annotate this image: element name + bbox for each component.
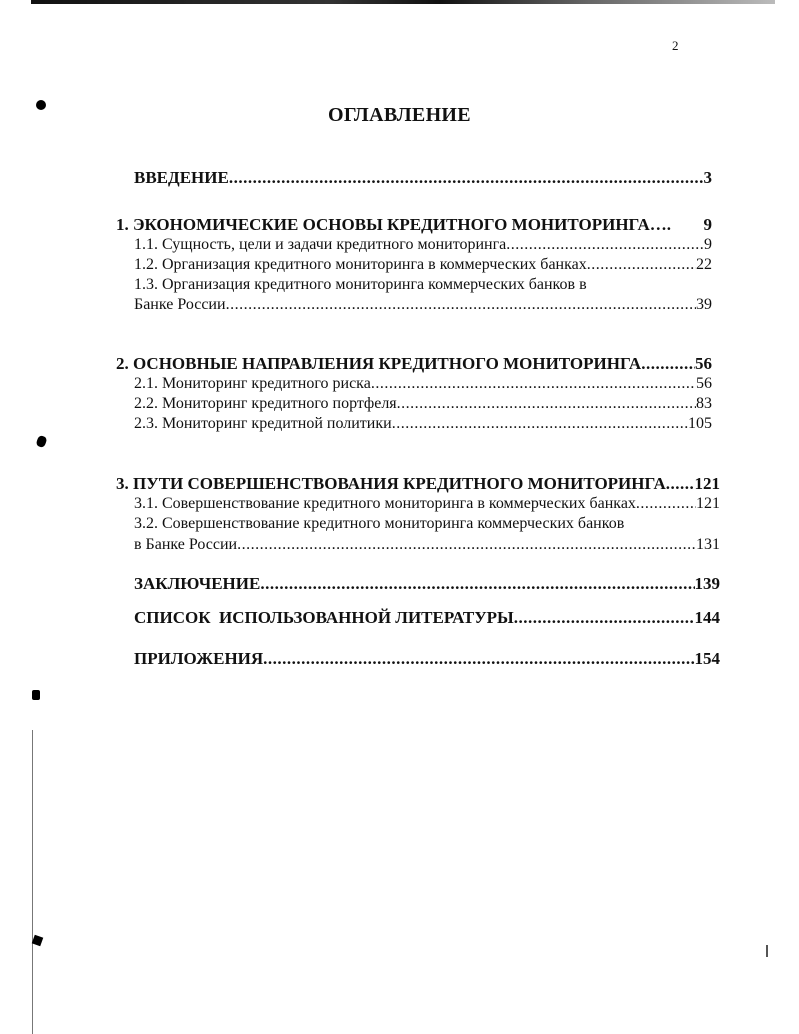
toc-page-number: 131: [696, 536, 720, 553]
page-title: ОГЛАВЛЕНИЕ: [328, 104, 471, 126]
toc-page-number: 144: [694, 608, 720, 627]
toc-label: ВВЕДЕНИЕ: [134, 168, 229, 187]
toc-page-number: 3: [703, 168, 712, 187]
dot-leader: [229, 168, 704, 188]
toc-page-number: 105: [688, 415, 712, 432]
dot-leader: [237, 535, 696, 555]
toc-label: Банке России: [134, 296, 226, 313]
page-number: 2: [672, 38, 679, 53]
dot-leader: [666, 474, 695, 494]
toc-label: ПРИЛОЖЕНИЯ: [134, 649, 264, 668]
dot-leader: [514, 608, 695, 628]
toc-entry-section-3-2[interactable]: [134, 535, 720, 555]
dot-leader: [641, 354, 695, 374]
binder-hole-mark: [32, 935, 44, 947]
toc-entry-section-1-1[interactable]: [134, 235, 712, 255]
toc-entry-section-1-3[interactable]: [134, 295, 712, 315]
toc-entry-section-3-2-line1[interactable]: 3.2. Совершенствование кредитного мониторинга коммерческих банков: [134, 515, 625, 532]
dot-leader: [263, 649, 694, 669]
toc-entry-section-2-3[interactable]: [134, 414, 712, 434]
toc-entry-section-1-3-line1[interactable]: 1.3. Организация кредитного мониторинга коммерческих банков в: [134, 276, 587, 293]
dot-leader: [636, 494, 696, 514]
toc-label: в Банке России: [134, 536, 238, 553]
toc-page-number: 9: [703, 215, 712, 234]
toc-label: ЗАКЛЮЧЕНИЕ: [134, 574, 261, 593]
toc-entry-chapter-1[interactable]: [116, 215, 712, 235]
dot-leader: [392, 414, 688, 434]
toc-page-number: 56: [696, 375, 712, 392]
toc-page-number: 39: [696, 296, 712, 313]
toc-entry-chapter-2[interactable]: [116, 354, 712, 374]
scan-left-edge: [32, 730, 33, 1034]
binder-hole-mark: [35, 435, 47, 448]
toc-page-number: 121: [694, 474, 720, 493]
toc-label: 2.2. Мониторинг кредитного портфеля: [134, 395, 397, 412]
binder-hole-mark: [32, 690, 40, 700]
toc-entry-appendices[interactable]: [134, 649, 720, 669]
dot-leader: [506, 235, 704, 255]
toc-label: 1.2. Организация кредитного мониторинга в коммерческих банках: [134, 256, 587, 273]
dot-leader: [371, 374, 696, 394]
dot-leader: [587, 255, 696, 275]
toc-page-number: 139: [694, 574, 720, 593]
scan-artifact: [766, 945, 768, 957]
toc-entry-conclusion[interactable]: [134, 574, 720, 594]
toc-label: 2. ОСНОВНЫЕ НАПРАВЛЕНИЯ КРЕДИТНОГО МОНИТОРИНГА: [116, 354, 642, 373]
toc-entry-section-3-1[interactable]: [134, 494, 720, 514]
toc-page-number: 83: [696, 395, 712, 412]
toc-label: 3.1. Совершенствование кредитного мониторинга в коммерческих банках: [134, 495, 636, 512]
toc-entry-chapter-3[interactable]: [116, 474, 720, 494]
dot-leader: [226, 295, 696, 315]
dot-leader: [397, 394, 696, 414]
toc-entry-section-2-1[interactable]: [134, 374, 712, 394]
toc-label: 1.1. Сущность, цели и задачи кредитного мониторинга: [134, 236, 507, 253]
toc-label: 2.3. Мониторинг кредитной политики: [134, 415, 392, 432]
scan-top-edge: [31, 0, 775, 4]
toc-page-number: 9: [704, 236, 712, 253]
binder-hole-mark: [36, 100, 46, 110]
toc-entry-intro[interactable]: [134, 168, 712, 188]
toc-page-number: 22: [696, 256, 712, 273]
toc-entry-section-2-2[interactable]: [134, 394, 712, 414]
toc-label: 2.1. Мониторинг кредитного риска: [134, 375, 371, 392]
toc-page-number: 154: [694, 649, 720, 668]
toc-page-number: 121: [696, 495, 720, 512]
toc-label: 3. ПУТИ СОВЕРШЕНСТВОВАНИЯ КРЕДИТНОГО МОНИТОРИНГА: [116, 474, 666, 493]
toc-label: 1. ЭКОНОМИЧЕСКИЕ ОСНОВЫ КРЕДИТНОГО МОНИТОРИНГА….: [116, 215, 672, 234]
toc-entry-references[interactable]: [134, 608, 720, 628]
toc-label: СПИСОК ИСПОЛЬЗОВАННОЙ ЛИТЕРАТУРЫ: [134, 608, 514, 627]
dot-leader: [260, 574, 694, 594]
toc-page-number: 56: [695, 354, 712, 373]
toc-entry-section-1-2[interactable]: [134, 255, 712, 275]
